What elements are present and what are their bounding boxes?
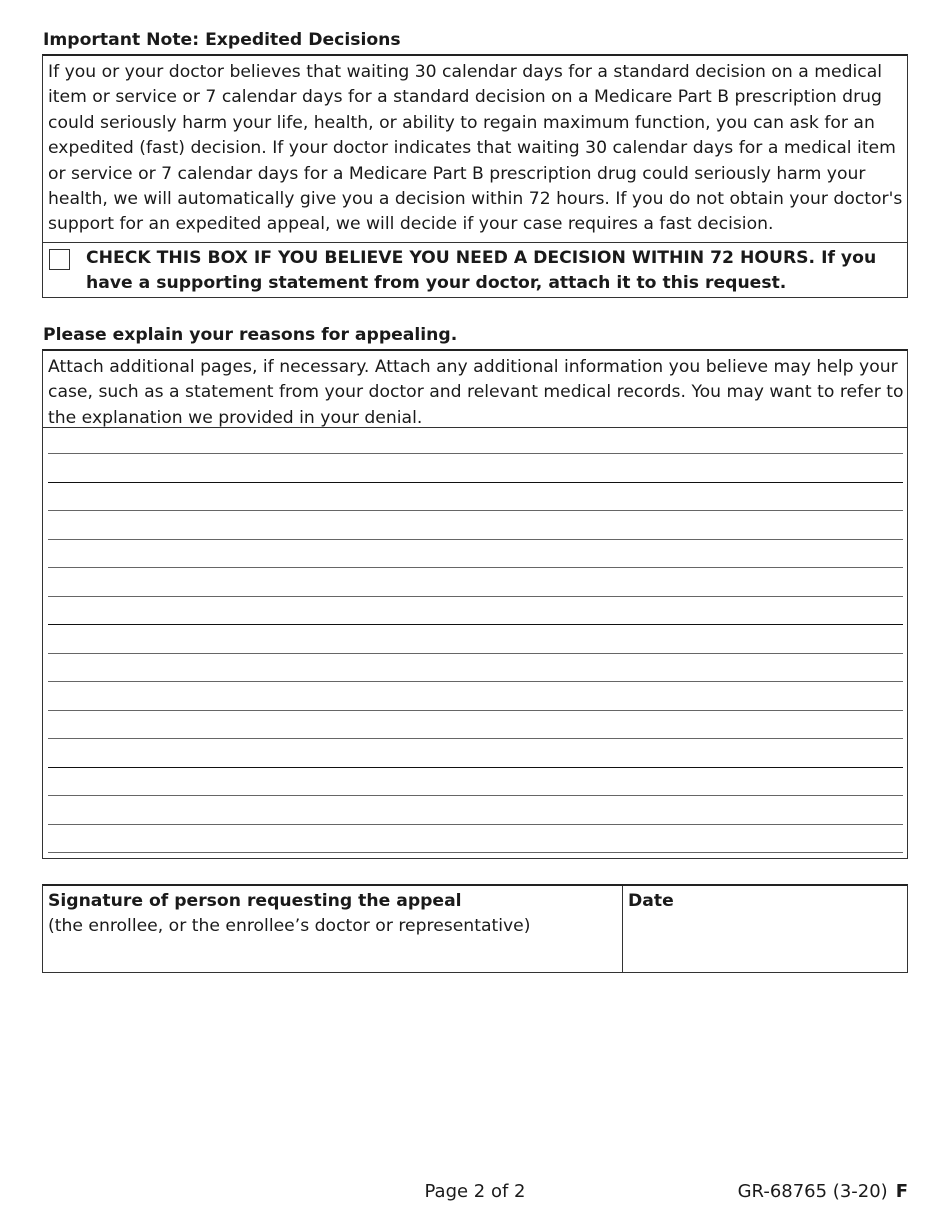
expedited-body: If you or your doctor believes that waiting 30 calendar days for a standard decision on a medical item or service or 7 calendar days for a standard decision on a Medicare Part B prescription drug could seriously harm your life, health, or ability to regain maximum function, you can ask for an expedited (fast) decision. If your doctor indicates that waiting 30 calendar days for a medical item or service or 7 calendar days for a Medicare Part B prescription drug could seriously harm your health, we will automatically give you a decision within 72 hours. If you do not obtain your doctor's support for an expedited appeal, we will decide if your case requires a fast decision. xyxy=(48,62,903,235)
writing-line xyxy=(48,624,903,625)
page-number: Page 2 of 2 xyxy=(424,1181,526,1202)
writing-line xyxy=(48,596,903,597)
reasons-writing-area[interactable] xyxy=(43,428,907,858)
writing-line xyxy=(48,539,903,540)
expedited-checkbox-row xyxy=(43,243,907,299)
form-code xyxy=(738,1179,908,1204)
writing-line xyxy=(48,738,903,739)
reasons-heading: Please explain your reasons for appealing. xyxy=(43,325,458,345)
signature-sublabel: (the enrollee, or the enrollee’s doctor or representative) xyxy=(48,916,531,937)
expedited-heading: Important Note: Expedited Decisions xyxy=(43,30,401,50)
form-code-text: GR-68765 (3-20) xyxy=(737,1181,888,1202)
date-label: Date xyxy=(628,891,674,911)
writing-line xyxy=(48,795,903,796)
reasons-box xyxy=(42,349,908,859)
signature-cell[interactable] xyxy=(43,886,623,972)
writing-line xyxy=(48,567,903,568)
writing-line xyxy=(48,453,903,454)
writing-line xyxy=(48,510,903,511)
writing-line xyxy=(48,824,903,825)
form-letter: F xyxy=(895,1181,908,1202)
reasons-instructions: Attach additional pages, if necessary. Attach any additional information you believe may help your case, such as a statement from your doctor and relevant medical records. You may want to refer to the explanation we provided in your denial. xyxy=(48,357,904,428)
expedited-checkbox-label: CHECK THIS BOX IF YOU BELIEVE YOU NEED A DECISION WITHIN 72 HOURS. If you have a supporting statement from your doctor, attach it to this request. xyxy=(86,247,877,294)
expedited-checkbox[interactable] xyxy=(49,249,70,270)
writing-line xyxy=(48,482,903,483)
writing-line xyxy=(48,653,903,654)
writing-line xyxy=(48,767,903,768)
writing-line xyxy=(48,710,903,711)
signature-label: Signature of person requesting the appeal xyxy=(48,891,462,911)
signature-box xyxy=(42,884,908,973)
date-cell[interactable] xyxy=(623,886,907,972)
writing-line xyxy=(48,681,903,682)
expedited-box xyxy=(42,54,908,298)
writing-line xyxy=(48,852,903,853)
